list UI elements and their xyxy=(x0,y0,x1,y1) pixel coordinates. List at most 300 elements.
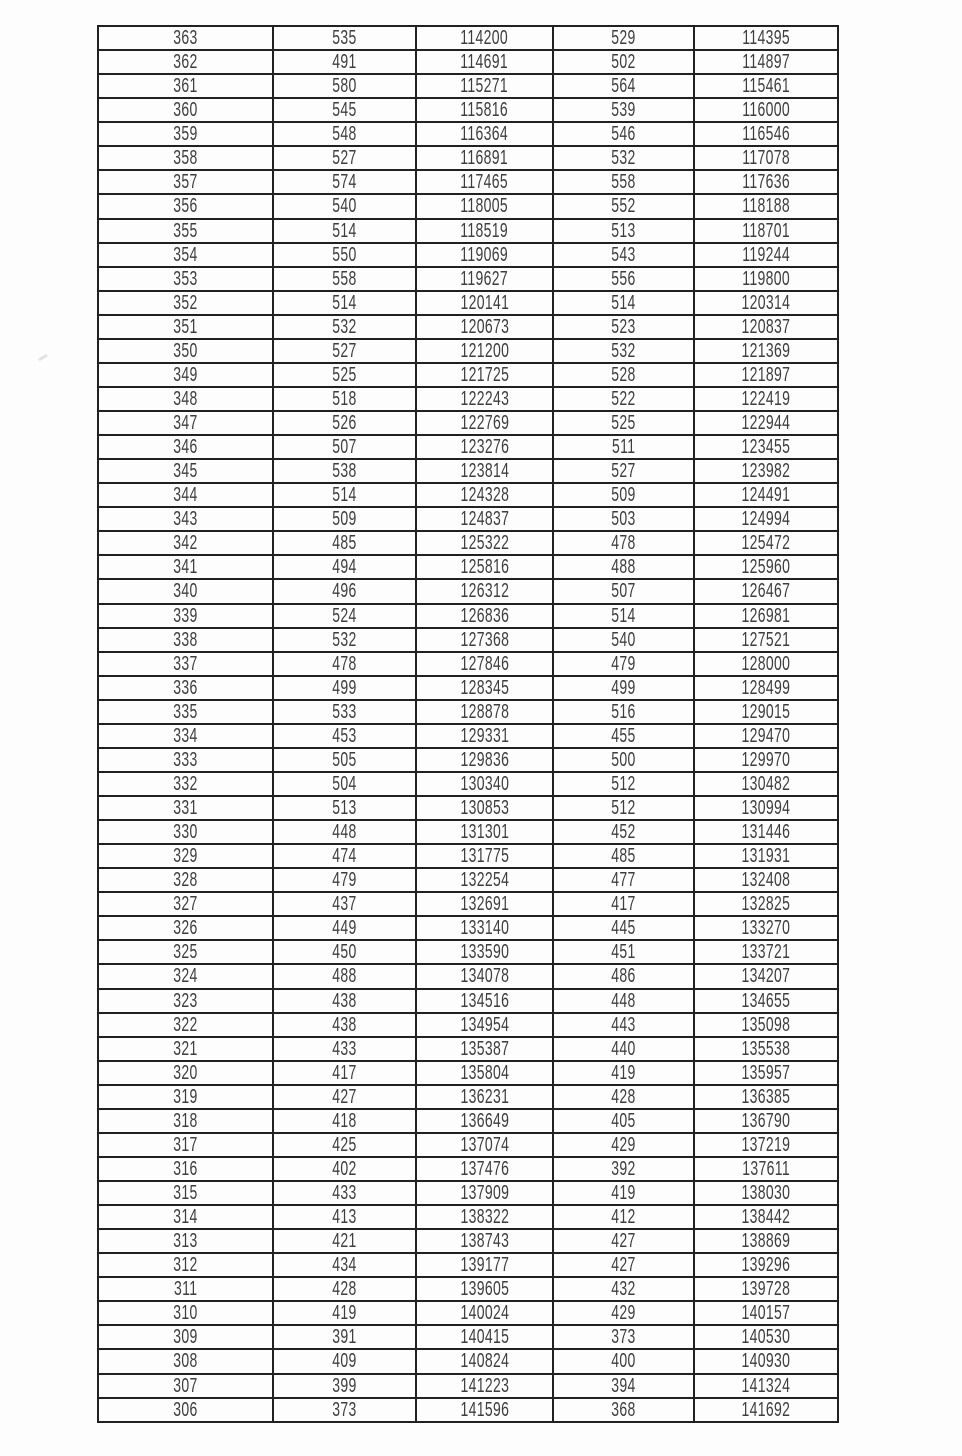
table-cell xyxy=(553,411,694,435)
cell-value: 141692 xyxy=(741,1398,791,1421)
cell-value: 314 xyxy=(173,1206,198,1229)
table-cell xyxy=(553,122,694,146)
table-cell xyxy=(273,1013,416,1037)
table-cell xyxy=(416,339,553,363)
cell-value: 134655 xyxy=(741,989,791,1012)
cell-value: 117636 xyxy=(742,171,790,194)
cell-value: 543 xyxy=(611,243,636,266)
table-cell xyxy=(553,1133,694,1157)
cell-value: 499 xyxy=(611,676,636,699)
cell-value: 133270 xyxy=(741,917,791,940)
table-row xyxy=(98,1133,838,1157)
table-cell xyxy=(98,1037,273,1061)
table-row xyxy=(98,700,838,724)
cell-value: 140930 xyxy=(741,1350,791,1373)
table-cell xyxy=(553,844,694,868)
cell-value: 130853 xyxy=(460,797,509,820)
table-row xyxy=(98,724,838,748)
cell-value: 532 xyxy=(332,628,357,651)
cell-value: 333 xyxy=(173,748,198,771)
cell-value: 129970 xyxy=(741,748,791,771)
table-cell xyxy=(694,1229,838,1253)
cell-value: 451 xyxy=(611,941,636,964)
table-cell xyxy=(98,989,273,1013)
table-cell xyxy=(694,339,838,363)
table-row xyxy=(98,267,838,291)
cell-value: 141324 xyxy=(741,1374,791,1397)
cell-value: 128345 xyxy=(460,676,509,699)
table-cell xyxy=(416,170,553,194)
cell-value: 120837 xyxy=(741,315,791,338)
cell-value: 391 xyxy=(332,1326,357,1349)
cell-value: 115461 xyxy=(742,75,790,98)
table-cell xyxy=(694,26,838,50)
table-cell xyxy=(694,964,838,988)
cell-value: 352 xyxy=(173,291,198,314)
table-row xyxy=(98,435,838,459)
table-cell xyxy=(553,1277,694,1301)
table-cell xyxy=(98,267,273,291)
cell-value: 556 xyxy=(611,267,636,290)
table-cell xyxy=(98,628,273,652)
cell-value: 532 xyxy=(611,147,636,170)
cell-value: 340 xyxy=(173,580,198,603)
table-cell xyxy=(273,1181,416,1205)
table-row xyxy=(98,820,838,844)
cell-value: 137909 xyxy=(460,1182,509,1205)
table-cell xyxy=(694,1398,838,1422)
table-cell xyxy=(553,820,694,844)
table-cell xyxy=(553,1374,694,1398)
cell-value: 135387 xyxy=(460,1037,509,1060)
cell-value: 118701 xyxy=(742,219,790,242)
table-cell xyxy=(553,50,694,74)
cell-value: 438 xyxy=(332,1013,357,1036)
table-cell xyxy=(98,1109,273,1133)
table-cell xyxy=(98,964,273,988)
cell-value: 427 xyxy=(611,1254,636,1277)
cell-value: 328 xyxy=(173,869,198,892)
table-cell xyxy=(273,1085,416,1109)
cell-value: 308 xyxy=(173,1350,198,1373)
cell-value: 349 xyxy=(173,363,198,386)
cell-value: 440 xyxy=(611,1037,636,1060)
cell-value: 363 xyxy=(173,27,198,50)
cell-value: 132691 xyxy=(460,893,509,916)
cell-value: 350 xyxy=(173,339,198,362)
cell-value: 132254 xyxy=(460,869,509,892)
cell-value: 432 xyxy=(611,1278,636,1301)
table-cell xyxy=(553,1253,694,1277)
table-cell xyxy=(694,531,838,555)
table-row xyxy=(98,796,838,820)
table-cell xyxy=(553,267,694,291)
table-cell xyxy=(273,1157,416,1181)
cell-value: 138442 xyxy=(741,1206,791,1229)
cell-value: 479 xyxy=(332,869,357,892)
cell-value: 345 xyxy=(173,460,198,483)
table-cell xyxy=(416,1157,553,1181)
table-cell xyxy=(416,146,553,170)
table-cell xyxy=(98,507,273,531)
table-cell xyxy=(553,748,694,772)
table-cell xyxy=(416,892,553,916)
table-row xyxy=(98,26,838,50)
cell-value: 359 xyxy=(173,123,198,146)
table-cell xyxy=(273,387,416,411)
table-cell xyxy=(416,1398,553,1422)
cell-value: 529 xyxy=(611,27,636,50)
cell-value: 558 xyxy=(611,171,636,194)
table-row xyxy=(98,1374,838,1398)
table-cell xyxy=(98,892,273,916)
table-row xyxy=(98,507,838,531)
table-row xyxy=(98,1109,838,1133)
cell-value: 488 xyxy=(611,556,636,579)
cell-value: 310 xyxy=(173,1302,198,1325)
cell-value: 116891 xyxy=(460,147,509,170)
cell-value: 306 xyxy=(173,1398,198,1421)
table-row xyxy=(98,628,838,652)
table-cell xyxy=(694,555,838,579)
table-cell xyxy=(416,748,553,772)
table-cell xyxy=(694,1085,838,1109)
cell-value: 137074 xyxy=(460,1133,509,1156)
table-cell xyxy=(694,1061,838,1085)
table-row xyxy=(98,219,838,243)
cell-value: 131775 xyxy=(460,845,509,868)
cell-value: 438 xyxy=(332,989,357,1012)
table-cell xyxy=(694,483,838,507)
table-cell xyxy=(273,74,416,98)
table-cell xyxy=(98,291,273,315)
table-cell xyxy=(416,628,553,652)
cell-value: 139177 xyxy=(460,1254,509,1277)
table-row xyxy=(98,989,838,1013)
table-cell xyxy=(694,507,838,531)
cell-value: 361 xyxy=(173,75,198,98)
table-cell xyxy=(553,1157,694,1181)
cell-value: 399 xyxy=(332,1374,357,1397)
table-cell xyxy=(416,507,553,531)
cell-value: 509 xyxy=(332,508,357,531)
cell-value: 445 xyxy=(611,917,636,940)
table-cell xyxy=(98,98,273,122)
cell-value: 323 xyxy=(173,989,198,1012)
table-cell xyxy=(273,820,416,844)
table-cell xyxy=(273,1133,416,1157)
table-cell xyxy=(98,1181,273,1205)
table-cell xyxy=(553,892,694,916)
table-cell xyxy=(273,1253,416,1277)
cell-value: 133140 xyxy=(460,917,509,940)
table-row xyxy=(98,531,838,555)
table-cell xyxy=(694,1253,838,1277)
table-cell xyxy=(416,98,553,122)
table-cell xyxy=(694,579,838,603)
table-cell xyxy=(98,916,273,940)
cell-value: 131301 xyxy=(460,821,509,844)
table-cell xyxy=(553,1181,694,1205)
cell-value: 139605 xyxy=(460,1278,509,1301)
table-cell xyxy=(416,1349,553,1373)
cell-value: 331 xyxy=(173,797,198,820)
table-cell xyxy=(273,748,416,772)
table-cell xyxy=(694,122,838,146)
cell-value: 130994 xyxy=(741,797,791,820)
table-cell xyxy=(694,676,838,700)
cell-value: 405 xyxy=(611,1109,636,1132)
cell-value: 491 xyxy=(332,51,357,74)
table-cell xyxy=(553,1109,694,1133)
cell-value: 315 xyxy=(173,1182,198,1205)
table-cell xyxy=(416,868,553,892)
table-cell xyxy=(273,676,416,700)
table-cell xyxy=(98,1301,273,1325)
table-row xyxy=(98,772,838,796)
table-cell xyxy=(416,363,553,387)
cell-value: 540 xyxy=(611,628,636,651)
cell-value: 123455 xyxy=(741,436,791,459)
cell-value: 116546 xyxy=(742,123,790,146)
table-cell xyxy=(416,459,553,483)
table-row xyxy=(98,1229,838,1253)
table-cell xyxy=(416,291,553,315)
cell-value: 450 xyxy=(332,941,357,964)
cell-value: 122243 xyxy=(460,387,509,410)
table-cell xyxy=(98,50,273,74)
cell-value: 335 xyxy=(173,700,198,723)
cell-value: 496 xyxy=(332,580,357,603)
cell-value: 320 xyxy=(173,1061,198,1084)
table-cell xyxy=(98,1133,273,1157)
table-cell xyxy=(416,194,553,218)
table-row xyxy=(98,1157,838,1181)
cell-value: 443 xyxy=(611,1013,636,1036)
cell-value: 119627 xyxy=(460,267,509,290)
table-cell xyxy=(273,579,416,603)
cell-value: 118188 xyxy=(742,195,790,218)
table-cell xyxy=(553,1325,694,1349)
table-cell xyxy=(694,459,838,483)
table-cell xyxy=(416,483,553,507)
table-cell xyxy=(553,243,694,267)
cell-value: 119244 xyxy=(742,243,790,266)
table-cell xyxy=(98,555,273,579)
table-cell xyxy=(273,772,416,796)
table-cell xyxy=(416,50,553,74)
table-cell xyxy=(98,940,273,964)
cell-value: 502 xyxy=(611,51,636,74)
cell-value: 449 xyxy=(332,917,357,940)
cell-value: 131931 xyxy=(741,845,791,868)
cell-value: 545 xyxy=(332,99,357,122)
cell-value: 343 xyxy=(173,508,198,531)
cell-value: 121725 xyxy=(460,363,509,386)
table-cell xyxy=(98,724,273,748)
cell-value: 538 xyxy=(332,460,357,483)
cell-value: 120141 xyxy=(460,291,509,314)
cell-value: 124328 xyxy=(460,484,509,507)
cell-value: 428 xyxy=(611,1085,636,1108)
table-cell xyxy=(553,940,694,964)
cell-value: 311 xyxy=(173,1278,198,1301)
cell-value: 140824 xyxy=(460,1350,509,1373)
cell-value: 125960 xyxy=(741,556,791,579)
table-cell xyxy=(694,146,838,170)
table-cell xyxy=(98,219,273,243)
table-row xyxy=(98,1398,838,1422)
cell-value: 128878 xyxy=(460,700,509,723)
cell-value: 478 xyxy=(332,652,357,675)
table-cell xyxy=(416,989,553,1013)
table-cell xyxy=(273,363,416,387)
cell-value: 318 xyxy=(173,1109,198,1132)
cell-value: 114200 xyxy=(460,27,509,50)
table-cell xyxy=(416,796,553,820)
table-cell xyxy=(273,146,416,170)
table-cell xyxy=(416,772,553,796)
table-row xyxy=(98,1205,838,1229)
cell-value: 121897 xyxy=(741,363,791,386)
cell-value: 347 xyxy=(173,412,198,435)
table-cell xyxy=(416,604,553,628)
cell-value: 527 xyxy=(332,339,357,362)
table-cell xyxy=(416,964,553,988)
table-cell xyxy=(694,435,838,459)
table-cell xyxy=(98,1253,273,1277)
table-cell xyxy=(273,459,416,483)
cell-value: 514 xyxy=(332,484,357,507)
table-cell xyxy=(416,1181,553,1205)
table-cell xyxy=(98,122,273,146)
cell-value: 433 xyxy=(332,1182,357,1205)
table-cell xyxy=(98,772,273,796)
cell-value: 512 xyxy=(611,772,636,795)
table-row xyxy=(98,1325,838,1349)
table-cell xyxy=(273,916,416,940)
cell-value: 136649 xyxy=(460,1109,509,1132)
cell-value: 337 xyxy=(173,652,198,675)
table-cell xyxy=(694,243,838,267)
table-row xyxy=(98,1181,838,1205)
cell-value: 133721 xyxy=(741,941,791,964)
cell-value: 127368 xyxy=(460,628,509,651)
cell-value: 135538 xyxy=(741,1037,791,1060)
cell-value: 488 xyxy=(332,965,357,988)
table-row xyxy=(98,916,838,940)
cell-value: 307 xyxy=(173,1374,198,1397)
table-row xyxy=(98,194,838,218)
cell-value: 513 xyxy=(332,797,357,820)
cell-value: 357 xyxy=(173,171,198,194)
table-cell xyxy=(694,170,838,194)
table-row xyxy=(98,243,838,267)
cell-value: 332 xyxy=(173,772,198,795)
table-row xyxy=(98,74,838,98)
cell-value: 139728 xyxy=(741,1278,791,1301)
cell-value: 358 xyxy=(173,147,198,170)
cell-value: 114897 xyxy=(742,51,790,74)
score-segment-table xyxy=(97,25,839,1423)
table-row xyxy=(98,1061,838,1085)
table-row xyxy=(98,1253,838,1277)
table-cell xyxy=(98,1349,273,1373)
table-cell xyxy=(694,291,838,315)
cell-value: 137219 xyxy=(741,1133,791,1156)
table-cell xyxy=(694,1157,838,1181)
table-cell xyxy=(553,555,694,579)
table-cell xyxy=(553,363,694,387)
table-cell xyxy=(416,555,553,579)
table-cell xyxy=(416,387,553,411)
cell-value: 507 xyxy=(332,436,357,459)
table-row xyxy=(98,315,838,339)
cell-value: 344 xyxy=(173,484,198,507)
table-cell xyxy=(273,628,416,652)
table-cell xyxy=(694,724,838,748)
table-cell xyxy=(273,964,416,988)
cell-value: 525 xyxy=(611,412,636,435)
table-cell xyxy=(98,579,273,603)
score-table-body xyxy=(98,26,838,1422)
table-cell xyxy=(273,700,416,724)
cell-value: 136385 xyxy=(741,1085,791,1108)
table-cell xyxy=(98,194,273,218)
table-cell xyxy=(273,411,416,435)
table-row xyxy=(98,411,838,435)
table-cell xyxy=(273,435,416,459)
table-cell xyxy=(98,868,273,892)
table-cell xyxy=(98,1205,273,1229)
cell-value: 122419 xyxy=(741,387,791,410)
table-cell xyxy=(273,1349,416,1373)
table-cell xyxy=(553,170,694,194)
cell-value: 528 xyxy=(611,363,636,386)
table-row xyxy=(98,146,838,170)
table-cell xyxy=(694,652,838,676)
cell-value: 322 xyxy=(173,1013,198,1036)
cell-value: 434 xyxy=(332,1254,357,1277)
cell-value: 136231 xyxy=(460,1085,509,1108)
cell-value: 129015 xyxy=(741,700,791,723)
cell-value: 500 xyxy=(611,748,636,771)
cell-value: 574 xyxy=(332,171,357,194)
cell-value: 558 xyxy=(332,267,357,290)
table-cell xyxy=(273,555,416,579)
cell-value: 134954 xyxy=(460,1013,509,1036)
table-cell xyxy=(553,387,694,411)
table-row xyxy=(98,844,838,868)
table-cell xyxy=(273,1109,416,1133)
cell-value: 141596 xyxy=(460,1398,509,1421)
table-cell xyxy=(416,315,553,339)
table-cell xyxy=(416,820,553,844)
table-cell xyxy=(273,291,416,315)
cell-value: 425 xyxy=(332,1133,357,1156)
cell-value: 514 xyxy=(332,219,357,242)
table-cell xyxy=(98,435,273,459)
cell-value: 419 xyxy=(611,1182,636,1205)
table-cell xyxy=(694,1037,838,1061)
cell-value: 477 xyxy=(611,869,636,892)
table-cell xyxy=(273,219,416,243)
table-cell xyxy=(273,1037,416,1061)
cell-value: 412 xyxy=(611,1206,636,1229)
cell-value: 437 xyxy=(332,893,357,916)
table-row xyxy=(98,676,838,700)
cell-value: 125472 xyxy=(741,532,791,555)
